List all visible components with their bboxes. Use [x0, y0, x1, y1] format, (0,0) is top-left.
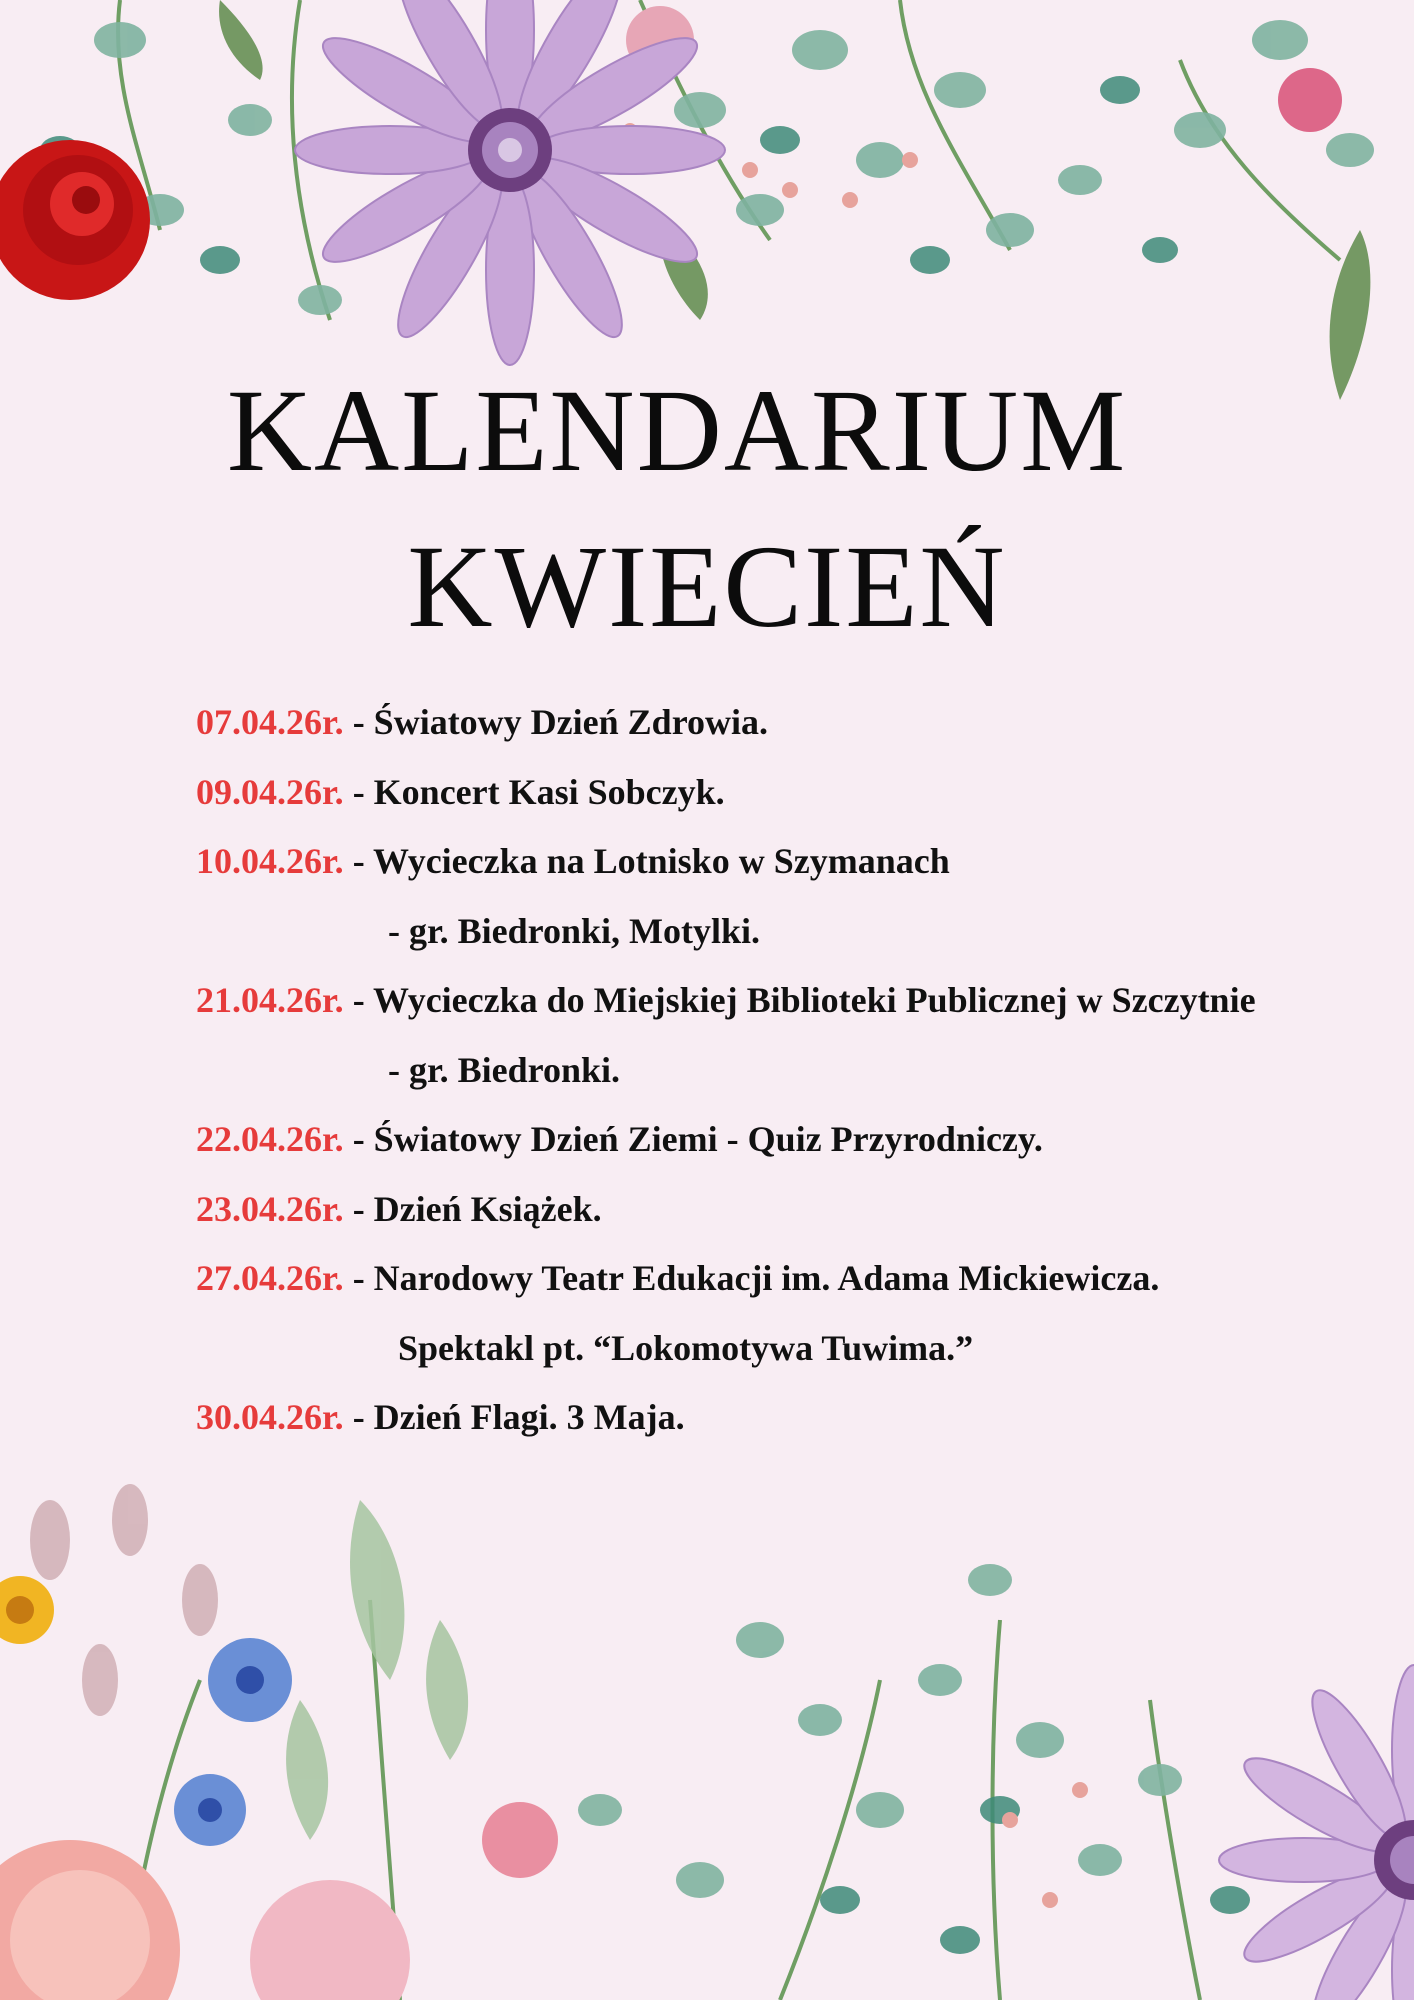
event-continuation — [196, 897, 1396, 967]
event-row — [196, 1244, 1396, 1314]
event-text: - Dzień Flagi. 3 Maja. — [343, 1397, 685, 1437]
event-text: - Światowy Dzień Zdrowia. — [343, 702, 769, 742]
bottom-floral-border-icon — [0, 1480, 1414, 2000]
event-text: - Światowy Dzień Ziemi - Quiz Przyrodniczy. — [343, 1119, 1043, 1159]
event-date: 09.04.26r. — [196, 771, 344, 812]
event-text: - Narodowy Teatr Edukacji im. Adama Mickiewicza. — [343, 1258, 1160, 1298]
event-date: 23.04.26r. — [196, 1188, 344, 1229]
event-row — [196, 758, 1396, 828]
event-continuation — [196, 1036, 1396, 1106]
event-row — [196, 1105, 1396, 1175]
event-date: 27.04.26r. — [196, 1258, 344, 1298]
event-continuation-text: - gr. Biedronki. — [388, 1049, 621, 1090]
event-date: 30.04.26r. — [196, 1397, 344, 1437]
event-text: - Wycieczka na Lotnisko w Szymanach — [343, 841, 950, 881]
event-date: 07.04.26r. — [196, 702, 344, 742]
event-continuation-text: - gr. Biedronki, Motylki. — [388, 910, 761, 951]
title-line-2: KWIECIEŃ — [407, 521, 1007, 652]
title-line-1: KALENDARIUM — [226, 365, 1128, 496]
events-list — [196, 688, 1396, 1453]
event-row — [196, 1383, 1396, 1453]
event-text: - Koncert Kasi Sobczyk. — [343, 771, 725, 812]
event-text: - Wycieczka do Miejskiej Biblioteki Publicznej w Szczytnie — [343, 980, 1256, 1020]
event-continuation — [196, 1314, 1396, 1384]
event-date: 10.04.26r. — [196, 841, 344, 881]
event-row — [196, 966, 1396, 1036]
event-text: - Dzień Książek. — [343, 1188, 602, 1229]
event-date: 21.04.26r. — [196, 980, 344, 1020]
event-date: 22.04.26r. — [196, 1119, 344, 1159]
event-row — [196, 1175, 1396, 1245]
event-row — [196, 688, 1396, 758]
event-row — [196, 827, 1396, 897]
event-continuation-text: Spektakl pt. “Lokomotywa Tuwima.” — [398, 1327, 974, 1368]
